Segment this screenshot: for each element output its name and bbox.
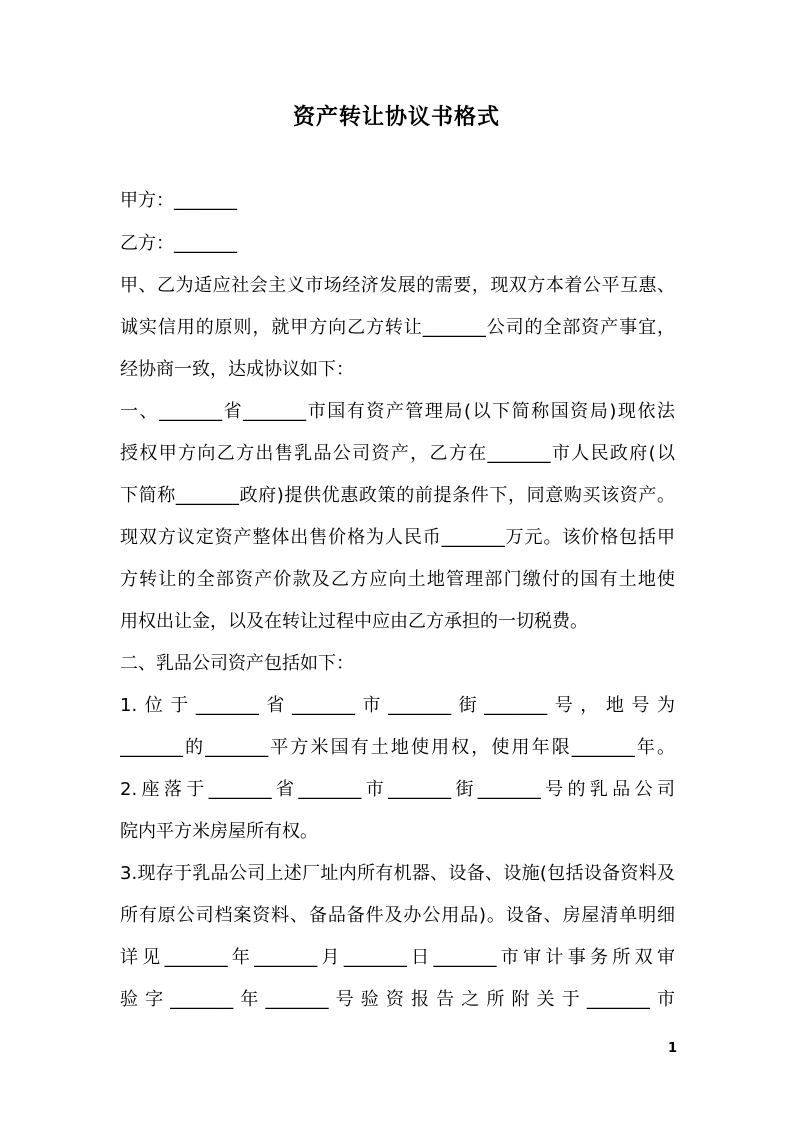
clause-1-line: 一、_______省_______市国有资产管理局(以下简称国资局)现依法	[120, 401, 675, 422]
item-2-line: 2.座落于_______省_______市_______街_______号的乳品公司	[120, 779, 675, 800]
party-b-line: 乙方：_______	[120, 233, 237, 254]
text-line: 详见_______年_______月_______日_______市审计事务所双审	[120, 947, 675, 968]
text-line: 现双方议定资产整体出售价格为人民币_______万元。该价格包括甲	[120, 527, 675, 548]
clause-2-heading: 二、乳品公司资产包括如下：	[120, 653, 354, 674]
party-a-line: 甲方：_______	[120, 190, 237, 211]
text-line: 授权甲方向乙方出售乳品公司资产，乙方在_______市人民政府(以	[120, 443, 675, 464]
text-line: 下简称_______政府)提供优惠政策的前提条件下，同意购买该资产。	[120, 485, 675, 506]
text-line: 经协商一致，达成协议如下：	[120, 359, 354, 380]
text-line: 所有原公司档案资料、备品备件及办公用品)。设备、房屋清单明细	[120, 905, 675, 926]
item-3-line: 3.现存于乳品公司上述厂址内所有机器、设备、设施(包括设备资料及	[120, 863, 675, 884]
text-line: 院内平方米房屋所有权。	[120, 821, 318, 842]
page-number: 1	[667, 1041, 677, 1056]
item-1-line: 1.位于_______省_______市_______街_______号，地号为	[120, 695, 675, 716]
text-line: 验字_______年_______号验资报告之所附关于_______市	[120, 989, 675, 1010]
text-line: 诚实信用的原则，就甲方向乙方转让_______公司的全部资产事宜，	[120, 317, 675, 338]
text-line: 用权出让金，以及在转让过程中应由乙方承担的一切税费。	[120, 611, 588, 632]
text-line: 甲、乙为适应社会主义市场经济发展的需要，现双方本着公平互惠、	[120, 275, 675, 296]
text-line: _______的_______平方米国有土地使用权，使用年限_______年。	[120, 737, 675, 758]
text-line: 方转让的全部资产价款及乙方应向土地管理部门缴付的国有土地使	[120, 569, 675, 590]
document-title: 资产转让协议书格式	[292, 105, 500, 130]
